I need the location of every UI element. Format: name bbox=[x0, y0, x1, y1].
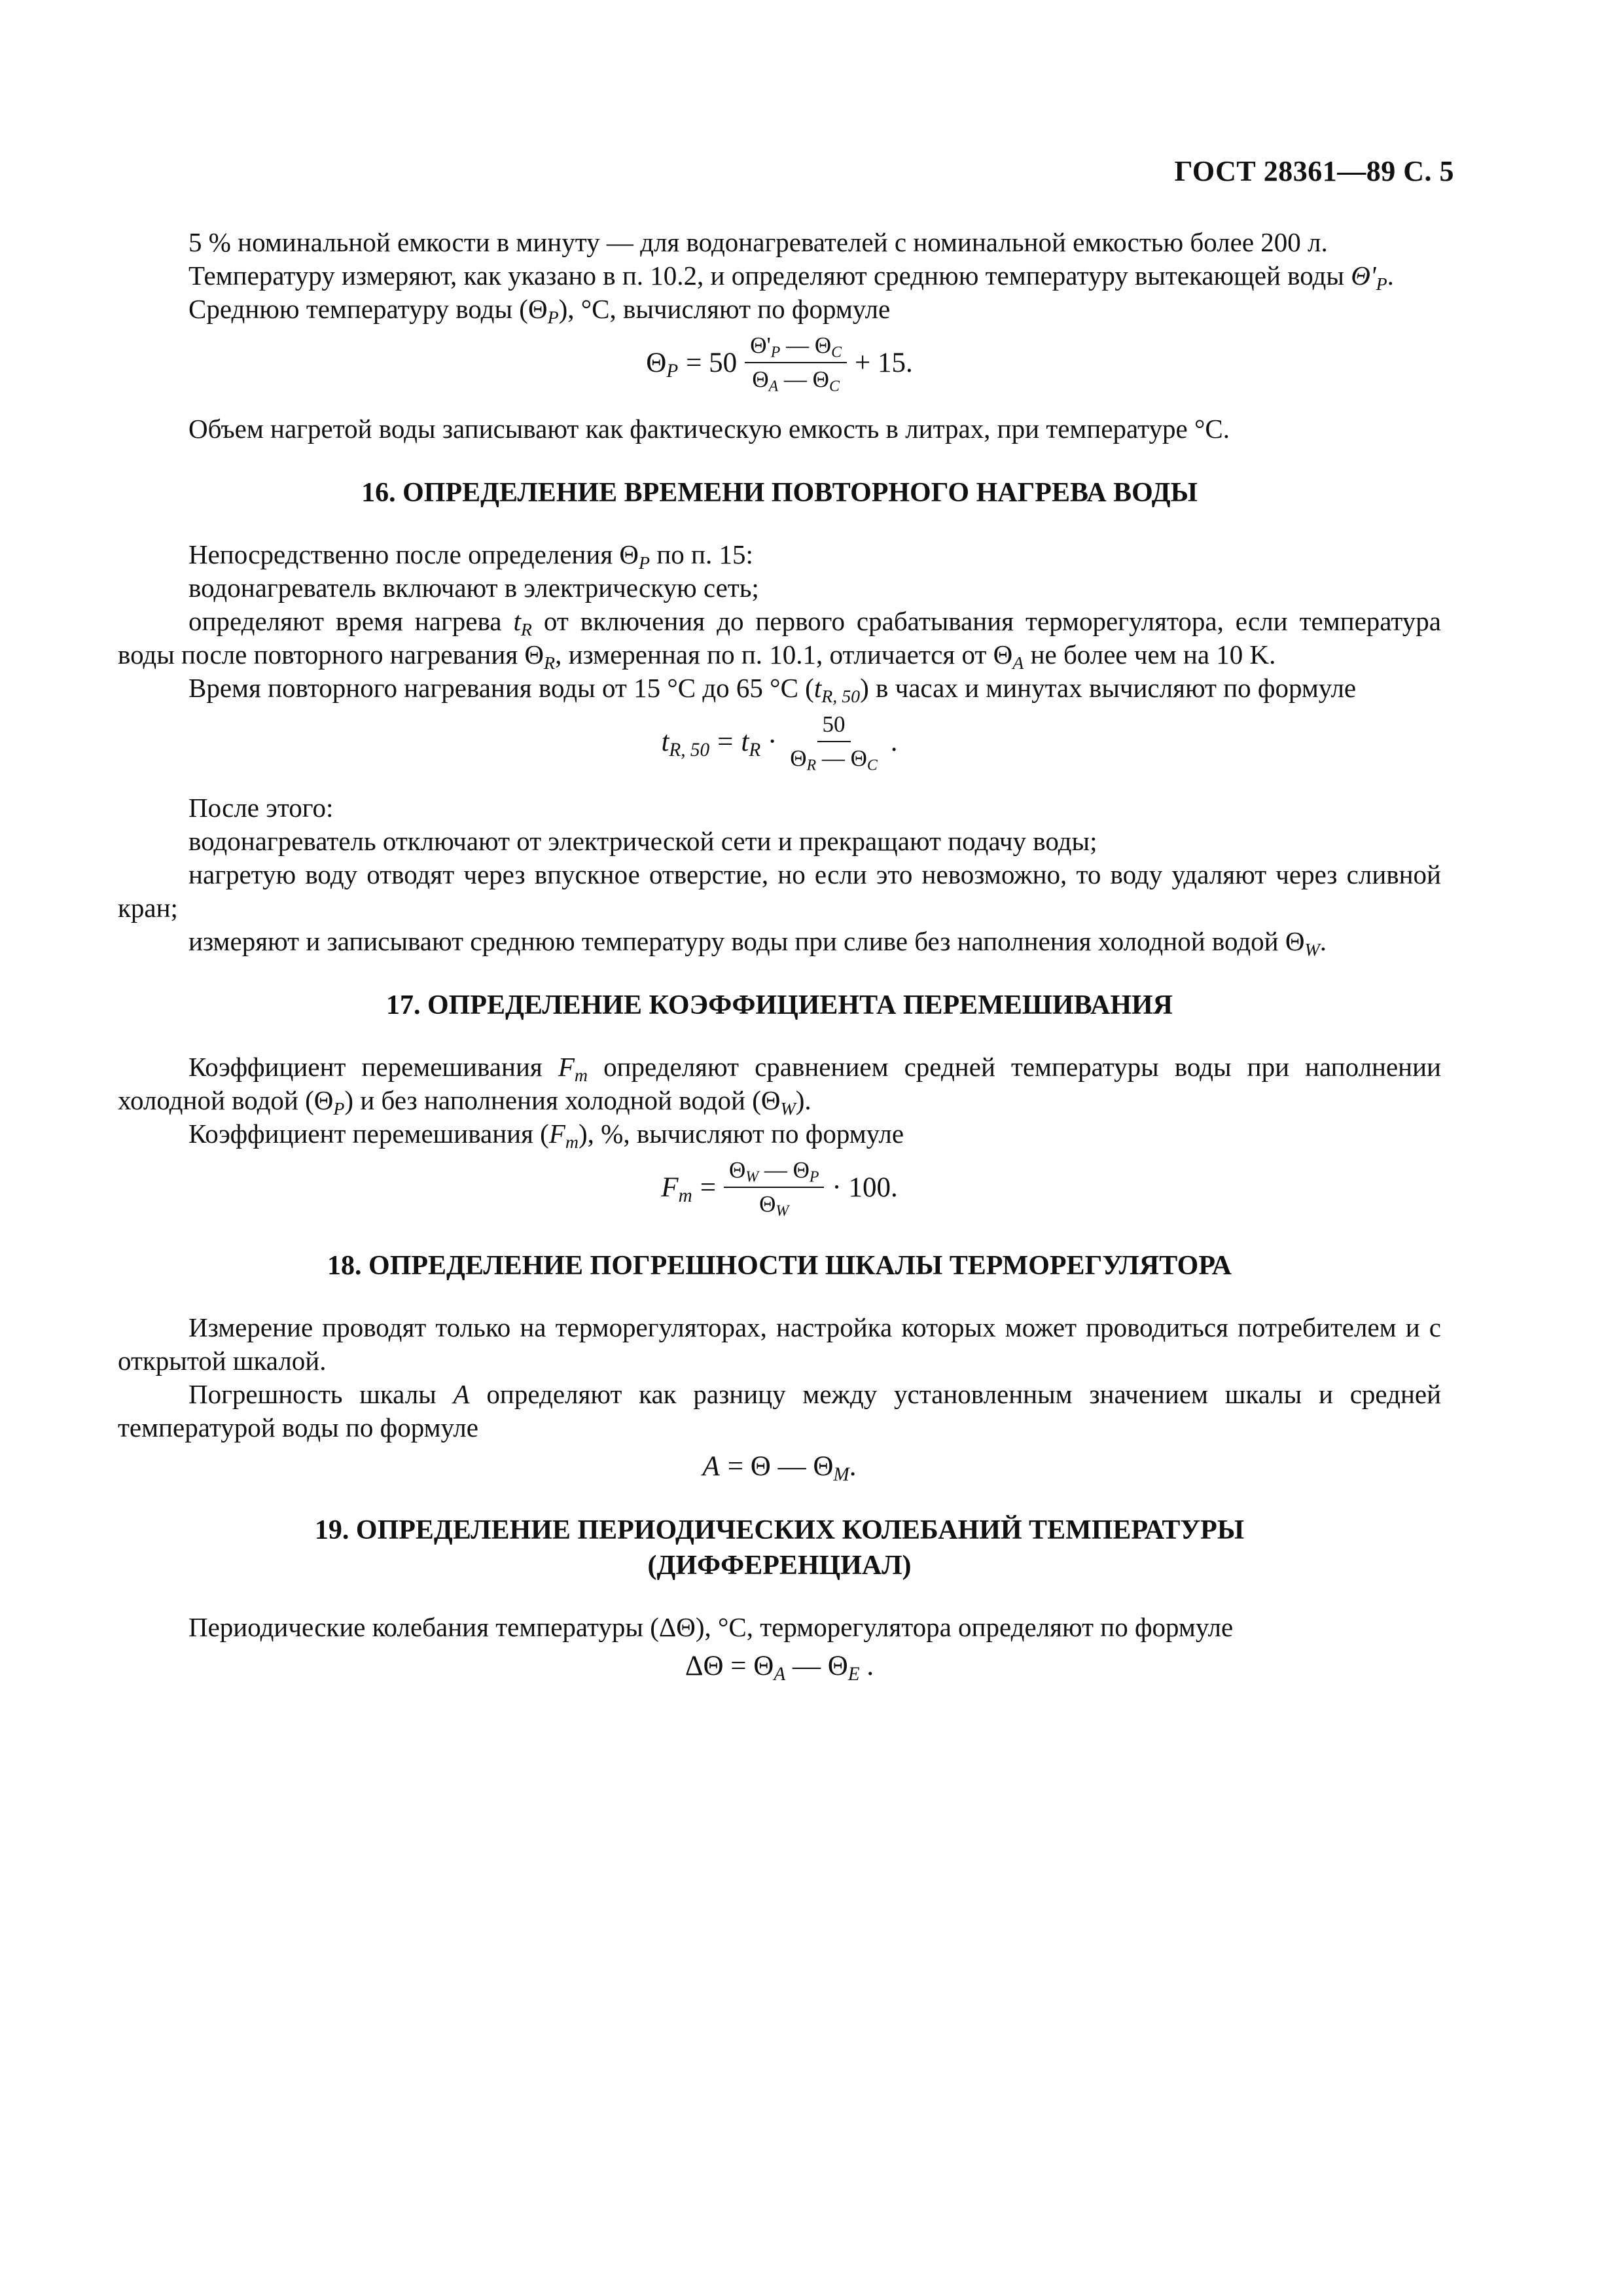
intro-paragraph-2: Температуру измеряют, как указано в п. 10.2, и определяют среднюю температуру вытекающей воды $\Theta'_P$. bbox=[188, 260, 1394, 295]
formula-mixing-coefficient: $F_m$ = $\frac{\Theta_W — \Theta_P}{\Theta_W}$ · 100. bbox=[661, 1157, 898, 1220]
section-18-heading: 18. ОПРЕДЕЛЕНИЕ ПОГРЕШНОСТИ ШКАЛЫ ТЕРМОРЕГУЛЯТОРА bbox=[327, 1251, 1232, 1281]
s17-paragraph-2: Коэффициент перемешивания $(F_m)$, %, вычисляют по формуле bbox=[188, 1119, 904, 1153]
s16-line-5: После этого: bbox=[188, 793, 334, 823]
s16-line-8: измеряют и записывают среднюю температуру воды при сливе без наполнения холодной водой $\Theta_W$. bbox=[188, 926, 1327, 960]
s16-line-7: нагретую воду отводят через впускное отверстие, но если это невозможно, то воду удаляют через сливной кран; bbox=[118, 859, 1441, 923]
s16-line-4: Время повторного нагревания воды от 15 °C до 65 °C $(t_{R, 50})$ в часах и минутах вычисляют по формуле bbox=[188, 673, 1357, 707]
fraction: $\frac{50}{\Theta_R — \Theta_C}$ bbox=[790, 711, 878, 774]
section-19-heading: 19. ОПРЕДЕЛЕНИЕ ПЕРИОДИЧЕСКИХ КОЛЕБАНИЙ ТЕМПЕРАТУРЫ (ДИФФЕРЕНЦИАЛ) bbox=[314, 1515, 1245, 1581]
formula-reheat-time: $t_{R, 50}$ = $t_R$ · $\frac{50}{\Theta_R — \Theta_C}$ . bbox=[661, 711, 898, 774]
fraction: $\frac{\Theta'_P — \Theta_C}{\Theta_A — \Theta_C}$ bbox=[745, 331, 847, 394]
formula-scale-error: A = Θ — $\Theta_M$. bbox=[702, 1451, 857, 1486]
section-17-heading: 17. ОПРЕДЕЛЕНИЕ КОЭФФИЦИЕНТА ПЕРЕМЕШИВАНИЯ bbox=[385, 990, 1173, 1020]
s16-line-3: определяют время нагрева $t_R$ от включения до первого срабатывания терморегулятора, если температура воды после повторного нагревания $\Theta_R$, измеренная по п. 10.1, отличается от $\Theta_A$ не более чем на 10 K. bbox=[118, 606, 1442, 673]
s16-line-6: водонагреватель отключают от электрической сети и прекращают подачу воды; bbox=[188, 826, 1097, 856]
page-content bbox=[118, 226, 1441, 1701]
s16-line-2: водонагреватель включают в электрическую сеть; bbox=[188, 573, 759, 603]
s16-line-1: Непосредственно после определения $\Theta_P$ по п. 15: bbox=[188, 539, 753, 573]
intro-paragraph-3: Среднюю температуру воды $(\Theta_P)$, °C, вычисляют по формуле bbox=[188, 294, 891, 328]
formula-differential: $\Delta\Theta = \Theta_A$ — $\Theta_E$ . bbox=[685, 1651, 874, 1685]
fraction: $\frac{\Theta_W — \Theta_P}{\Theta_W}$ bbox=[724, 1156, 824, 1219]
s17-paragraph-1: Коэффициент перемешивания $F_m$ определяют сравнением средней температуры воды при наполнении холодной водой $(\Theta_P)$ и без наполнения холодной водой $(\Theta_W)$. bbox=[118, 1052, 1441, 1119]
page-header: ГОСТ 28361—89 С. 5 bbox=[1174, 155, 1454, 187]
formula-mean-temperature: $\Theta_P$ = 50 $\frac{\Theta'_P — \Theta_C}{\Theta_A — \Theta_C}$ + 15. bbox=[646, 332, 913, 395]
intro-paragraph-1: 5 % номинальной емкости в минуту — для водонагревателей с номинальной емкостью более 200 л. bbox=[188, 227, 1328, 257]
s18-paragraph-2: Погрешность шкалы A определяют как разницу между установленным значением шкалы и средней температурой воды по формуле bbox=[118, 1379, 1442, 1443]
intro-paragraph-4: Объем нагретой воды записывают как фактическую емкость в литрах, при температуре °C. bbox=[188, 414, 1230, 444]
s18-paragraph-1: Измерение проводят только на терморегуляторах, настройка которых может проводиться потребителем и с открытой шкалой. bbox=[118, 1312, 1441, 1376]
s19-paragraph-1: Периодические колебания температуры (ΔΘ), °C, терморегулятора определяют по формуле bbox=[188, 1612, 1234, 1642]
section-16-heading: 16. ОПРЕДЕЛЕНИЕ ВРЕМЕНИ ПОВТОРНОГО НАГРЕВА ВОДЫ bbox=[361, 478, 1198, 508]
